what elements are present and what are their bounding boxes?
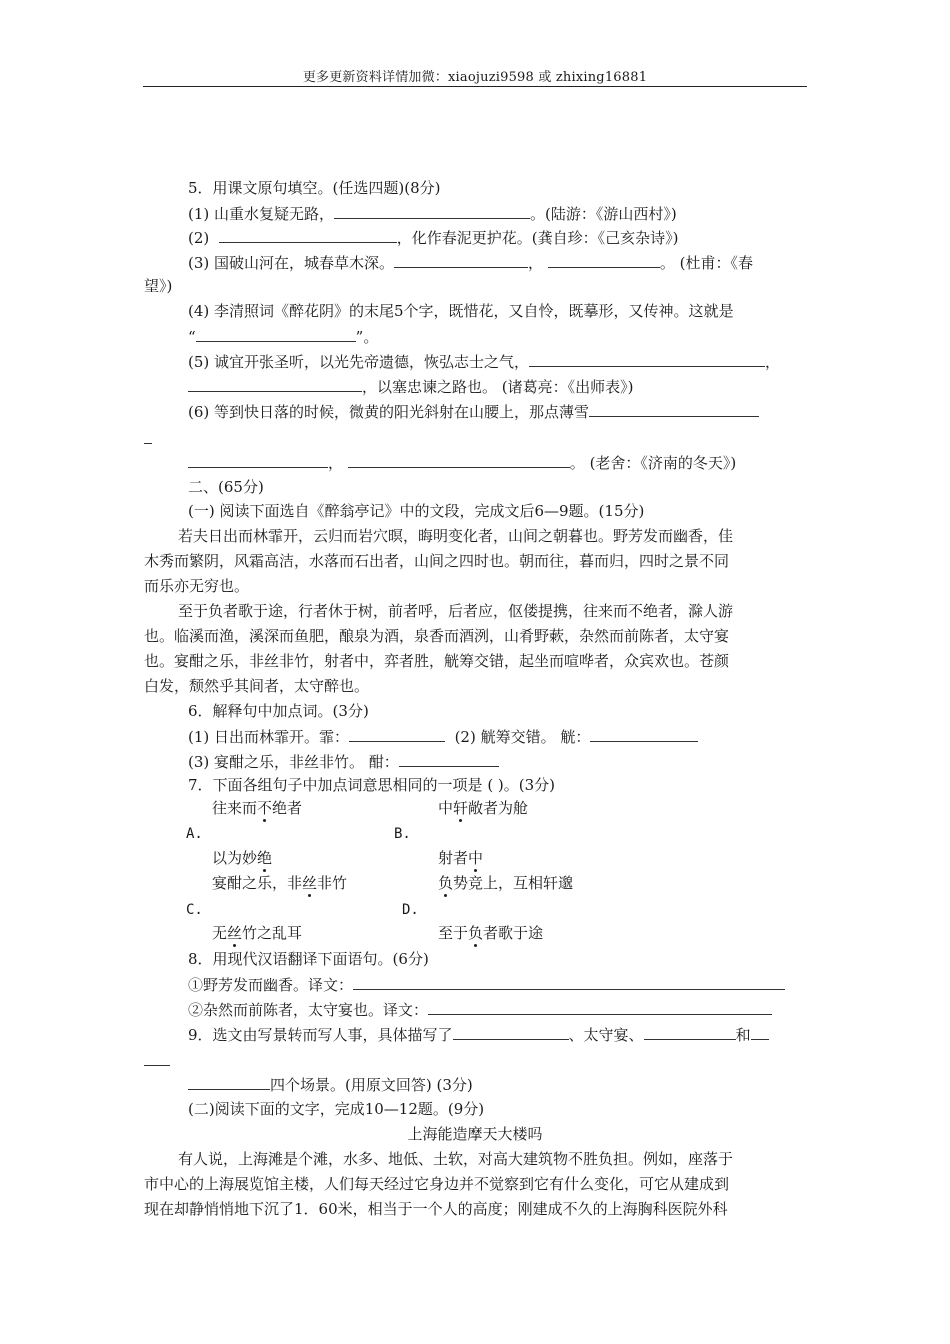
q5-item-6-comma: ，	[328, 454, 344, 472]
q5-item-1-text: (1) 山重水复疑无路，	[188, 205, 335, 223]
q9-blank-wrap	[144, 1050, 170, 1071]
q5-item-4-open-quote: “	[188, 328, 196, 346]
q5-item-3	[188, 252, 753, 273]
q5-item-2-text: ，化作春泥更护花。(龚自珍：《己亥杂诗》)	[396, 229, 679, 247]
q8-sentence-2	[188, 999, 772, 1020]
q5-item-6-source: 。 (老舍：《济南的冬天》)	[569, 454, 737, 472]
q5-title: 5．用课文原句填空。(任选四题)(8分)	[188, 179, 441, 197]
q7-d1-post: 势竞上，互相轩邈	[453, 874, 574, 892]
q5-item-3-source: 。 (杜甫：《春	[659, 254, 753, 272]
q9-line-1	[188, 1024, 769, 1045]
q8-translation-2-blank[interactable]	[428, 999, 772, 1015]
q7-a-sentence-2	[212, 848, 272, 868]
q6-item-2-blank[interactable]	[590, 726, 698, 742]
q7-title: 7．下面各组句子中加点词意思相同的一项是 ( )。(3分)	[188, 776, 556, 794]
q7-b2-dotted-word: 中	[468, 849, 484, 867]
q9-blank-3-cont	[144, 1050, 170, 1066]
q7-b-sentence-2	[438, 848, 483, 868]
q8-sentence-1	[188, 974, 785, 995]
reading2-intro: (二)阅读下面的文字，完成10—12题。(9分)	[188, 1100, 485, 1118]
q7-c1-dotted-word: 丝	[302, 874, 318, 892]
q7-a2-pre: 以为妙	[212, 849, 258, 867]
q8-title: 8．用现代汉语翻译下面语句。(6分)	[188, 950, 429, 968]
q7-a1-post: 绝者	[272, 799, 303, 817]
q5-item-6-text: (6) 等到快日落的时候，微黄的阳光斜射在山腰上，那点薄雪	[188, 403, 590, 421]
q5-item-5	[188, 351, 780, 372]
reading1-p2-line: 至于负者歌于途，行者休于树，前者呼，后者应，伛偻提携，往来而不绝者，滁人游	[178, 602, 734, 620]
q9-blank-3[interactable]	[751, 1024, 769, 1040]
reading2-line: 市中心的上海展览馆主楼，人们每天经过它身边并不觉察到它有什么变化，可它从建成到	[144, 1175, 730, 1193]
q8-sentence-2-text: ②杂然而前陈者，太守宴也。译文：	[188, 1001, 429, 1019]
part2-title: 二、(65分)	[188, 478, 264, 496]
q6-item-1-blank[interactable]	[349, 726, 445, 742]
q5-item-2-blank[interactable]	[219, 227, 397, 243]
q5-item-3-blank-1[interactable]	[394, 252, 528, 268]
q7-c2-post: 竹之乱耳	[242, 924, 303, 942]
q6-row-1	[188, 726, 698, 747]
q7-b2-pre: 射者	[438, 849, 469, 867]
q7-d2-post: 者歌于途	[483, 924, 544, 942]
q7-d-sentence-1	[438, 873, 573, 893]
q5-item-6-blank-wrap	[144, 428, 152, 444]
q5-item-4-answer	[188, 326, 378, 347]
q5-item-3-source-cont: 望》)	[144, 277, 173, 295]
q7-option-c[interactable]: C.	[186, 902, 203, 918]
q7-option-d[interactable]: D.	[402, 902, 419, 918]
reading2-line: 现在却静悄悄地下沉了1．60米，相当于一个人的高度；刚建成不久的上海胸科医院外科	[144, 1200, 728, 1218]
q7-d-sentence-2	[438, 923, 543, 943]
q7-c1-post: 非竹	[317, 874, 348, 892]
q9-blank-4[interactable]	[188, 1074, 270, 1090]
reading1-p2-line: 也。临溪而渔，溪深而鱼肥，酿泉为酒，泉香而酒洌，山肴野蔌，杂然而前陈者，太守宴	[144, 627, 730, 645]
header-divider	[143, 86, 807, 87]
q5-item-6	[188, 401, 759, 422]
q5-item-6-blank-3[interactable]	[348, 452, 570, 468]
reading1-p2-line: 也。宴酣之乐，非丝非竹，射者中，弈者胜，觥筹交错，起坐而喧哗者，众宾欢也。苍颜	[144, 652, 730, 670]
q7-option-b[interactable]: B.	[394, 826, 411, 842]
reading2-line: 有人说，上海滩是个滩，水多、地低、土软，对高大建筑物不胜负担。例如，座落于	[178, 1150, 734, 1168]
reading1-p1-line: 木秀而繁阴，风霜高洁，水落而石出者，山间之四时也。朝而往，暮而归，四时之景不同	[144, 552, 730, 570]
q5-item-5-comma: ，	[765, 353, 781, 371]
q5-item-5-text: (5) 诚宜开张圣听，以光先帝遗德，恢弘志士之气，	[188, 353, 530, 371]
q6-row-2	[188, 751, 499, 772]
q7-c-sentence-1	[212, 873, 347, 893]
q8-translation-1-blank[interactable]	[353, 974, 785, 990]
q5-item-6-stub	[144, 428, 152, 449]
q7-c1-pre: 宴酣之乐，非	[212, 874, 303, 892]
q5-item-3-comma: ，	[528, 254, 544, 272]
q5-item-6-blank-2[interactable]	[188, 452, 328, 468]
q5-item-2	[188, 227, 679, 248]
q5-item-4-close-quote: ”。	[355, 328, 379, 346]
q6-item-2: (2) 觥筹交错。 觥：	[454, 728, 591, 746]
q5-item-5-blank-1[interactable]	[529, 351, 765, 367]
q7-option-a[interactable]: A.	[186, 826, 203, 842]
q9-line-2	[188, 1074, 473, 1095]
q7-a1-dotted-word: 不	[257, 799, 273, 817]
q8-sentence-1-text: ①野芳发而幽香。译文：	[188, 976, 354, 994]
q5-item-1	[188, 203, 677, 224]
q7-d2-dotted-word: 负	[468, 924, 484, 942]
q9-blank-1[interactable]	[453, 1024, 569, 1040]
q9-text-3: 和	[735, 1026, 751, 1044]
reading1-p1-line: 而乐亦无穷也。	[144, 577, 250, 595]
q5-item-3-blank-2[interactable]	[548, 252, 660, 268]
q5-item-5-blank-2[interactable]	[188, 376, 362, 392]
q7-a2-dotted-word: 绝	[257, 849, 273, 867]
q7-a-sentence-1	[212, 798, 302, 818]
q7-d1-dotted-word: 负	[438, 874, 454, 892]
q9-text-1: 9．选文由写景转而写人事，具体描写了	[188, 1026, 453, 1044]
q6-item-1: (1) 日出而林霏开。霏：	[188, 728, 350, 746]
q5-item-5-source: ，以塞忠谏之路也。 (诸葛亮：《出师表》)	[362, 378, 634, 396]
q7-c-sentence-2	[212, 923, 302, 943]
page-header: 更多更新资料详情加微：xiaojuzi9598 或 zhixing16881	[302, 70, 648, 85]
q9-blank-2[interactable]	[644, 1024, 736, 1040]
q7-b1-post: 敞者为舱	[468, 799, 529, 817]
q5-item-1-source: 。(陆游：《游山西村》)	[530, 205, 677, 223]
q5-item-6-cont	[188, 452, 736, 473]
q5-item-4-blank[interactable]	[196, 326, 356, 342]
q7-b1-dotted-word: 轩	[453, 799, 469, 817]
q7-a1-pre: 往来而	[212, 799, 258, 817]
q7-c2-pre: 无	[212, 924, 228, 942]
reading1-intro: (一) 阅读下面选自《醉翁亭记》中的文段，完成文后6—9题。(15分)	[188, 502, 645, 520]
q7-b-sentence-1	[438, 798, 528, 818]
q5-item-3-text: (3) 国破山河在，城春草木深。	[188, 254, 395, 272]
q5-item-5-cont	[188, 376, 633, 397]
q9-text-4: 四个场景。(用原文回答) (3分)	[270, 1076, 473, 1094]
reading2-title: 上海能造摩天大楼吗	[407, 1125, 543, 1143]
q6-item-3: (3) 宴酣之乐，非丝非竹。 酣：	[188, 753, 399, 771]
q7-d2-pre: 至于	[438, 924, 469, 942]
q9-text-2: 、太守宴、	[568, 1026, 644, 1044]
reading1-p1-line: 若夫日出而林霏开，云归而岩穴暝，晦明变化者，山间之朝暮也。野芳发而幽香，佳	[178, 527, 734, 545]
q5-item-4: (4) 李清照词《醉花阴》的末尾5个字，既惜花，又自怜，既摹形，又传神。这就是	[188, 302, 734, 320]
q6-title: 6．解释句中加点词。(3分)	[188, 702, 369, 720]
q5-item-2-num: (2)	[188, 229, 210, 247]
q6-item-3-blank[interactable]	[399, 751, 499, 767]
q5-item-6-blank-1[interactable]	[589, 401, 759, 417]
reading1-p2-line: 白发，颓然乎其间者，太守醉也。	[144, 677, 370, 695]
q5-item-1-blank[interactable]	[334, 203, 530, 219]
q7-b1-pre: 中	[438, 799, 454, 817]
q7-c2-dotted-word: 丝	[227, 924, 243, 942]
